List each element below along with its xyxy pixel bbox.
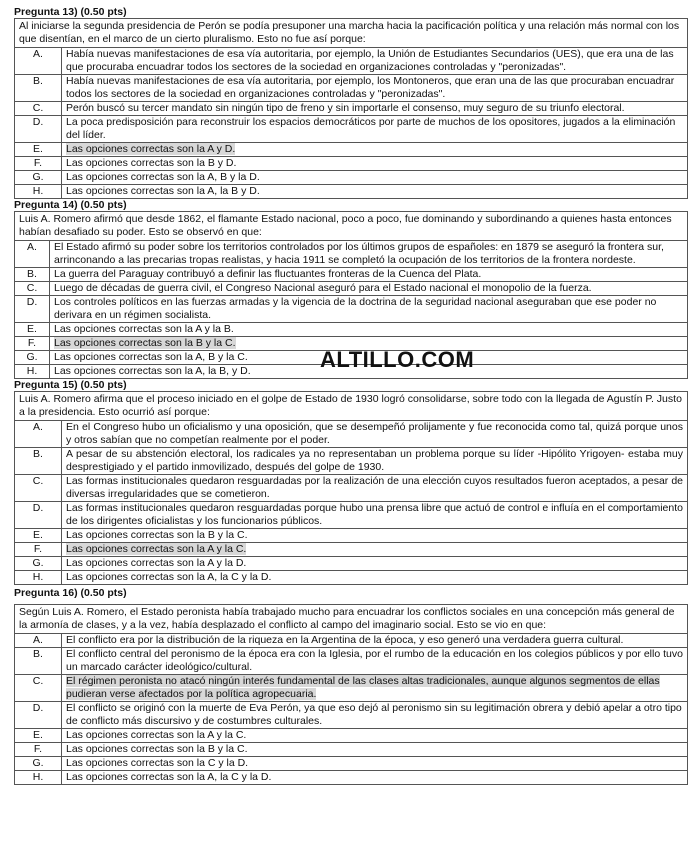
option-letter: B. [27, 268, 37, 280]
option-text: Perón buscó su tercer mandato sin ningún tipo de freno y sin importarle el consenso, muy seguro de su triunfo electoral. [61, 102, 687, 115]
option-text: Había nuevas manifestaciones de esa vía autoritaria, por ejemplo, la Unión de Estudiantes Secundarios (UES), que era una de las que procuraba encuadrar todos los sectores de la sociedad en organizaciones controladas y "peronizadas". [61, 48, 687, 74]
option-letter: B. [33, 648, 43, 660]
option-c[interactable] [15, 475, 687, 502]
option-text: El Estado afirmó su poder sobre los territorios controlados por los últimos grupos de españoles: en 1879 se aseguró la frontera sur, arrinconando a las precarias tropas realistas, y hacia 1911 se completó la ocupación de los territorios de la frontera nordeste. [49, 241, 687, 267]
option-letter: F. [33, 543, 43, 555]
option-letter: E. [27, 323, 37, 335]
question-box [14, 18, 688, 199]
option-text: En el Congreso hubo un oficialismo y una oposición, que se desempeñó prolijamente y fue reconocida como tal, quizá porque unos y otros sabían que no competían realmente por el poder. [61, 421, 687, 447]
option-text: Las formas institucionales quedaron resguardadas por la realización de una elección cuyos resultados fueron aceptados, a pesar de diversas irregularidades que se cometieron. [61, 475, 687, 501]
option-a[interactable] [15, 241, 687, 268]
option-text: Las opciones correctas son la A, B y la C. [49, 351, 687, 364]
option-letter: G. [32, 557, 44, 569]
option-letter: F. [33, 743, 43, 755]
option-text: Los controles políticos en las fuerzas armadas y la vigencia de la doctrina de la seguridad nacional aseguraban que ese poder no derivara en un régimen socialista. [49, 296, 687, 322]
option-text: A pesar de su abstención electoral, los radicales ya no representaban un problema porque su líder -Hipólito Yrigoyen- estaba muy desprestigiado y el partido inmovilizado, después del golpe de 1930. [61, 448, 687, 474]
question-box [14, 604, 688, 785]
option-e[interactable] [15, 323, 687, 337]
option-f[interactable] [15, 157, 687, 171]
option-letter: D. [32, 502, 44, 514]
question-title: Pregunta 15) (0.50 pts) [14, 379, 127, 391]
option-d[interactable] [15, 502, 687, 529]
option-letter: A. [33, 421, 43, 433]
question-title: Pregunta 13) (0.50 pts) [14, 6, 127, 18]
exam-page [14, 6, 688, 785]
option-text: Las opciones correctas son la A y la B. [49, 323, 687, 336]
option-text: Las opciones correctas son la B y la C. [61, 743, 687, 756]
option-c[interactable] [15, 282, 687, 296]
question-stem: Luis A. Romero afirmó que desde 1862, el flamante Estado nacional, poco a poco, fue dominando y subordinando a quienes hasta entonces habían desafiado su poder. Esto se observó en que: [15, 212, 687, 241]
option-text: Las opciones correctas son la B y la C. [61, 529, 687, 542]
option-text: La guerra del Paraguay contribuyó a definir las fluctuantes fronteras de la Cuenca del Plata. [49, 268, 687, 281]
option-text: Las opciones correctas son la A y la D. [61, 557, 687, 570]
option-text: Había nuevas manifestaciones de esa vía autoritaria, por ejemplo, los Montoneros, que eran una de las que procuraban encuadrar todos los sectores de la sociedad en organizaciones controladas y "peronizadas". [61, 75, 687, 101]
option-e[interactable] [15, 143, 687, 157]
option-a[interactable] [15, 48, 687, 75]
option-text: Las opciones correctas son la A, la B, y D. [49, 365, 687, 378]
option-letter: E. [33, 143, 43, 155]
option-b[interactable] [15, 75, 687, 102]
option-text-highlighted: Las opciones correctas son la A y la C. [66, 543, 247, 555]
option-text: El conflicto se originó con la muerte de Eva Perón, ya que eso dejó al peronismo sin su legitimación obrera y debió apelar a otro tipo de conflicto más discursivo y de costumbres culturales. [61, 702, 687, 728]
option-text: Las formas institucionales quedaron resguardadas porque hubo una prensa libre que actuó de control e influía en el comportamiento de los dirigentes oficialistas y los funcionarios públicos. [61, 502, 687, 528]
option-text: La poca predisposición para reconstruir los espacios democráticos por parte de muchos de los opositores, jugados a la eliminación del líder. [61, 116, 687, 142]
option-h[interactable] [15, 571, 687, 584]
option-letter: A. [33, 48, 43, 60]
question-title: Pregunta 14) (0.50 pts) [14, 199, 127, 211]
option-text: Las opciones correctas son la B y D. [61, 157, 687, 170]
option-b[interactable] [15, 448, 687, 475]
option-letter: F. [27, 337, 37, 349]
option-c[interactable] [15, 675, 687, 702]
option-text: Las opciones correctas son la C y la D. [61, 757, 687, 770]
option-letter: C. [32, 675, 44, 687]
watermark-text: ALTILLO.COM [320, 347, 475, 372]
question-stem: Según Luis A. Romero, el Estado peronista había trabajado mucho para encuadrar los conflictos sociales en una concepción más general de la armonía de clases, y a la vez, había desplazado el conflicto al campo del imaginario social. Esto se vio en que: [15, 605, 687, 634]
option-text: El conflicto era por la distribución de la riqueza en la Argentina de la época, y eso generó una verdadera guerra cultural. [61, 634, 687, 647]
option-text: Las opciones correctas son la A, la C y la D. [61, 571, 687, 584]
option-letter: H. [32, 185, 44, 197]
option-letter: D. [26, 296, 38, 308]
option-f[interactable] [15, 543, 687, 557]
option-text: Las opciones correctas son la A y la C. [61, 729, 687, 742]
option-text: Las opciones correctas son la A, la C y la D. [61, 771, 687, 784]
option-letter: C. [26, 282, 38, 294]
option-f[interactable] [15, 743, 687, 757]
option-b[interactable] [15, 268, 687, 282]
option-text-highlighted: Las opciones correctas son la A y D. [66, 143, 236, 155]
option-letter: F. [33, 157, 43, 169]
option-a[interactable] [15, 421, 687, 448]
option-text: Las opciones correctas son la A, B y la D. [61, 171, 687, 184]
question-title: Pregunta 16) (0.50 pts) [14, 587, 127, 599]
option-letter: G. [32, 171, 44, 183]
option-text-highlighted: El régimen peronista no atacó ningún interés fundamental de las clases altas tradicionales, aunque algunos segmentos de ellas pudieran verse afectados por la política agropecuaria. [66, 675, 660, 700]
option-text-highlighted: Las opciones correctas son la B y la C. [54, 337, 236, 349]
option-d[interactable] [15, 116, 687, 143]
option-letter: E. [33, 729, 43, 741]
option-text: El conflicto central del peronismo de la época era con la Iglesia, por el rumbo de la educación en los colegios públicos y por ello tuvo un marcado carácter ideológico/cultural. [61, 648, 687, 674]
option-letter: D. [32, 702, 44, 714]
option-b[interactable] [15, 648, 687, 675]
option-letter: H. [32, 771, 44, 783]
option-c[interactable] [15, 102, 687, 116]
option-text: Luego de décadas de guerra civil, el Congreso Nacional aseguró para el Estado nacional el monopolio de la fuerza. [49, 282, 687, 295]
option-letter: B. [33, 75, 43, 87]
option-g[interactable] [15, 757, 687, 771]
option-d[interactable] [15, 702, 687, 729]
option-a[interactable] [15, 634, 687, 648]
option-letter: E. [33, 529, 43, 541]
option-letter: D. [32, 116, 44, 128]
option-letter: A. [33, 634, 43, 646]
question-stem: Al iniciarse la segunda presidencia de Perón se podía presuponer una marcha hacia la pacificación política y una relación más normal con los que disentían, en el marco de un cierto pluralismo. Esto no fue así porque: [15, 19, 687, 48]
option-letter: H. [26, 365, 38, 377]
option-h[interactable] [15, 185, 687, 198]
option-text: Las opciones correctas son la A, la B y D. [61, 185, 687, 198]
option-e[interactable] [15, 729, 687, 743]
question-stem: Luis A. Romero afirma que el proceso iniciado en el golpe de Estado de 1930 logró consolidarse, sobre todo con la llegada de Agustín P. Justo a la presidencia. Esto ocurrió así porque: [15, 392, 687, 421]
option-letter: G. [32, 757, 44, 769]
option-e[interactable] [15, 529, 687, 543]
option-h[interactable] [15, 771, 687, 784]
option-letter: G. [26, 351, 38, 363]
option-d[interactable] [15, 296, 687, 323]
question-box [14, 391, 688, 585]
option-g[interactable] [15, 557, 687, 571]
option-letter: A. [27, 241, 37, 253]
option-letter: C. [32, 102, 44, 114]
option-letter: B. [33, 448, 43, 460]
option-g[interactable] [15, 171, 687, 185]
option-letter: H. [32, 571, 44, 583]
option-letter: C. [32, 475, 44, 487]
